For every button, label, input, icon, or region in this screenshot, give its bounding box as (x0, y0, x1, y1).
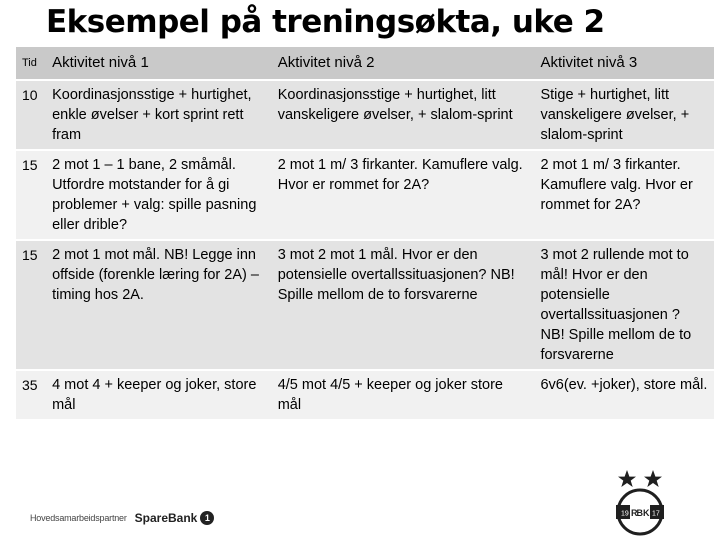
row-level-2: Koordinasjonsstige + hurtighet, litt vanskeligere øvelser, + slalom-sprint (272, 80, 535, 150)
header-tid: Tid (16, 47, 46, 80)
row-tid: 10 (16, 80, 46, 150)
table-row (16, 80, 714, 150)
header-level-1: Aktivitet nivå 1 (46, 47, 272, 80)
header-level-2: Aktivitet nivå 2 (272, 47, 535, 80)
sparebank-number-badge: 1 (200, 511, 214, 525)
logo-year-right: 17 (652, 510, 660, 518)
logo-year-left: 19 (621, 510, 629, 518)
star-icon (618, 470, 636, 487)
table-row (16, 370, 714, 420)
club-logo (604, 468, 684, 538)
row-tid: 15 (16, 240, 46, 370)
row-level-1: 2 mot 1 – 1 bane, 2 småmål. Utfordre motstander for å gi problemer + valg: spille pasning eller drible? (46, 150, 272, 240)
table-header-row (16, 47, 714, 80)
row-level-2: 4/5 mot 4/5 + keeper og joker store mål (272, 370, 535, 420)
training-plan-table (16, 47, 714, 421)
row-level-1: Koordinasjonsstige + hurtighet, enkle øvelser + kort sprint rett fram (46, 80, 272, 150)
sparebank-logo (135, 511, 215, 525)
row-level-3: 2 mot 1 m/ 3 firkanter. Kamuflere valg. Hvor er rommet for 2A? (534, 150, 714, 240)
table-row (16, 150, 714, 240)
logo-letter-r: R (631, 508, 638, 518)
slide-title: Eksempel på treningsøkta, uke 2 (46, 4, 605, 40)
row-level-2: 2 mot 1 m/ 3 firkanter. Kamuflere valg. Hvor er rommet for 2A? (272, 150, 535, 240)
row-level-3: 6v6(ev. +joker), store mål. (534, 370, 714, 420)
row-tid: 35 (16, 370, 46, 420)
row-level-1: 4 mot 4 + keeper og joker, store mål (46, 370, 272, 420)
table-row (16, 240, 714, 370)
partner-label: Hovedsamarbeidspartner (30, 513, 127, 523)
logo-letter-k: K (643, 508, 650, 518)
row-level-1: 2 mot 1 mot mål. NB! Legge inn offside (forenkle læring for 2A) – timing hos 2A. (46, 240, 272, 370)
logo-letter-b: B (636, 508, 643, 518)
row-level-3: Stige + hurtighet, litt vanskeligere øvelser, + slalom-sprint (534, 80, 714, 150)
sponsor-footer (30, 510, 214, 526)
sparebank-name: SpareBank (134, 511, 198, 525)
header-level-3: Aktivitet nivå 3 (534, 47, 714, 80)
row-level-3: 3 mot 2 rullende mot to mål! Hvor er den potensielle overtallssituasjonen ? NB! Spille mellom de to forsvarerne (534, 240, 714, 370)
row-level-2: 3 mot 2 mot 1 mål. Hvor er den potensielle overtallssituasjonen? NB! Spille mellom de to forsvarerne (272, 240, 535, 370)
star-icon (644, 470, 662, 487)
row-tid: 15 (16, 150, 46, 240)
